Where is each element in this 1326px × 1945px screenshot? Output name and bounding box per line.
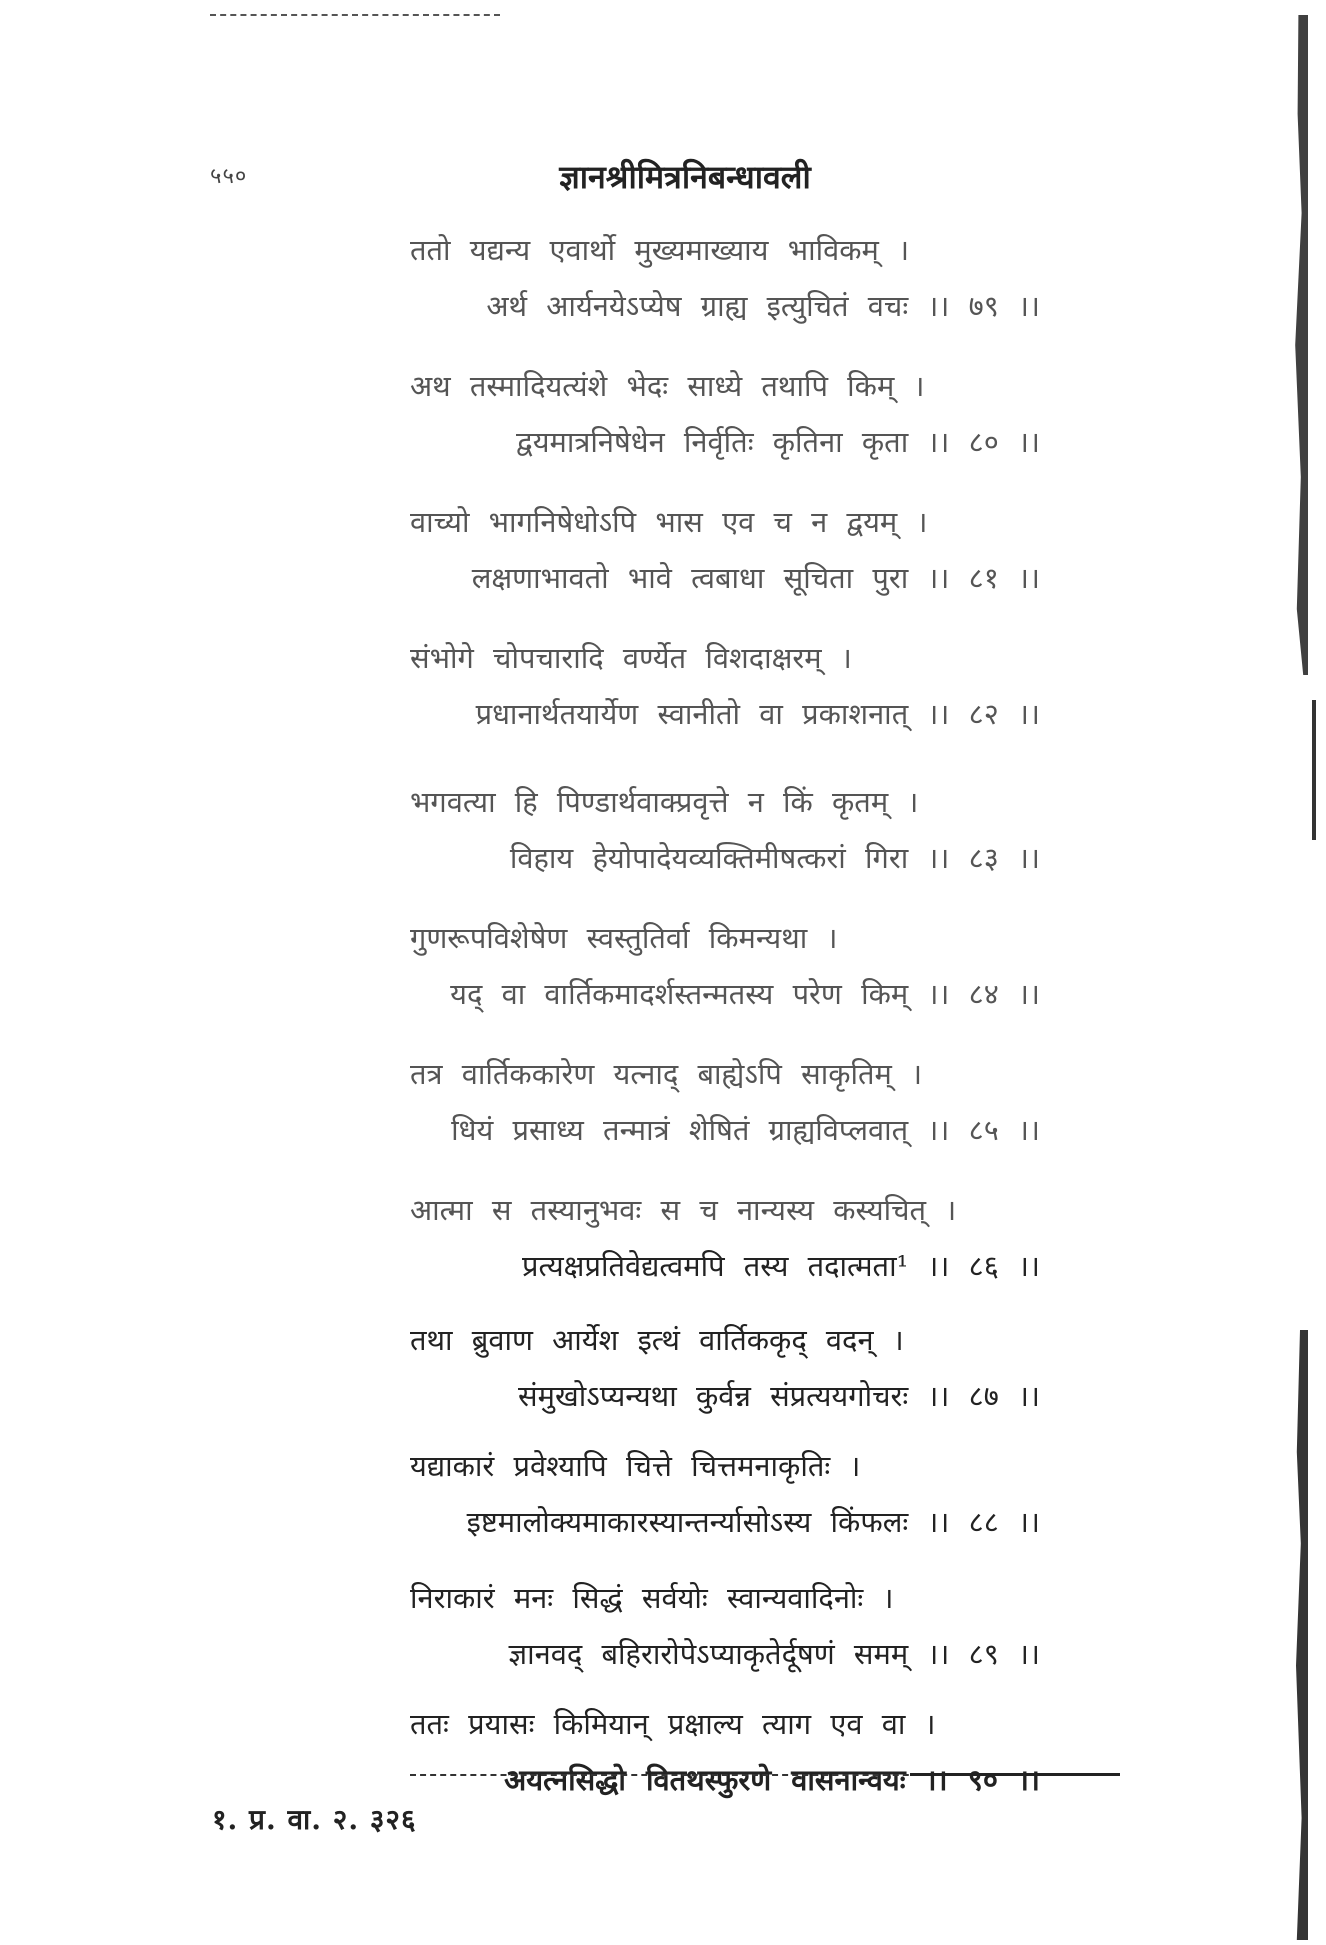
verse-line-second: संमुखोऽप्यन्यथा कुर्वन्न संप्रत्ययगोचरः ।। ८७ ।। — [518, 1379, 1040, 1413]
verse-84 — [410, 910, 1040, 1022]
verse-line-second: विहाय हेयोपादेयव्यक्तिमीषत्करां गिरा ।। ८३ ।। — [509, 841, 1040, 875]
verse-line-second: लक्षणाभावतो भावे त्वबाधा सूचिता पुरा ।। ८१ ।। — [471, 561, 1040, 595]
verse-86 — [410, 1182, 1040, 1294]
verse-block — [410, 222, 1040, 1808]
scan-edge-shadow-bottom — [1292, 1330, 1308, 1940]
top-scan-rule — [210, 14, 500, 16]
verse-line-first: ततो यद्यन्य एवार्थो मुख्यमाख्याय भाविकम् । — [410, 233, 910, 267]
verse-line-first: ततः प्रयासः किमियान् प्रक्षाल्य त्याग एव वा । — [410, 1707, 936, 1741]
scan-edge-shadow-top — [1292, 15, 1308, 675]
verse-line-first: आत्मा स तस्यानुभवः स च नान्यस्य कस्यचित् । — [410, 1193, 957, 1227]
footnote: १. प्र. वा. २. ३२६ — [212, 1803, 417, 1836]
verse-line-second: यद् वा वार्तिकमादर्शस्तन्मतस्य परेण किम् ।। ८४ ।। — [450, 977, 1040, 1011]
verse-81 — [410, 494, 1040, 606]
verse-line-second: द्वयमात्रनिषेधेन निर्वृतिः कृतिना कृता ।। ८० ।। — [516, 425, 1040, 459]
verse-line-first: संभोगे चोपचारादि वर्ण्येत विशदाक्षरम् । — [410, 641, 852, 675]
verse-82 — [410, 630, 1040, 742]
verse-79 — [410, 222, 1040, 334]
scan-edge-line — [1312, 700, 1316, 840]
verse-line-second: ज्ञानवद् बहिरारोपेऽप्याकृतेर्दूषणं समम् ।। ८९ ।। — [508, 1637, 1040, 1671]
verse-line-second: अयत्नसिद्धो वितथस्फुरणे वासनान्वयः ।। ९० ।। — [504, 1763, 1040, 1797]
verse-90 — [410, 1696, 1040, 1808]
verse-line-second: अर्थ आर्यनयेऽप्येष ग्राह्य इत्युचितं वचः ।। ७९ ।। — [486, 289, 1040, 323]
verse-line-first: तत्र वार्तिककारेण यत्नाद् बाह्येऽपि साकृतिम् । — [410, 1057, 923, 1091]
footnote-rule-solid — [910, 1773, 1120, 1776]
verse-line-first: गुणरूपविशेषेण स्वस्तुतिर्वा किमन्यथा । — [410, 921, 838, 955]
verse-line-first: वाच्यो भागनिषेधोऽपि भास एव च न द्वयम् । — [410, 505, 928, 539]
verse-line-second: प्रत्यक्षप्रतिवेद्यत्वमपि तस्य तदात्मता¹ ।। ८६ ।। — [521, 1249, 1040, 1283]
verse-line-second: प्रधानार्थतयार्येण स्वानीतो वा प्रकाशनात् ।। ८२ ।। — [475, 697, 1040, 731]
verse-87 — [410, 1312, 1040, 1424]
running-title: ज्ञानश्रीमित्रनिबन्धावली — [559, 158, 811, 196]
verse-line-first: तथा ब्रुवाण आर्येश इत्थं वार्तिककृद् वदन् । — [410, 1323, 904, 1357]
verse-83 — [410, 774, 1040, 886]
verse-line-first: भगवत्या हि पिण्डार्थवाक्प्रवृत्ते न किं कृतम् । — [410, 785, 919, 819]
verse-line-second: धियं प्रसाध्य तन्मात्रं शेषितं ग्राह्यविप्लवात् ।। ८५ ।। — [451, 1113, 1040, 1147]
verse-89 — [410, 1570, 1040, 1682]
verse-line-first: निराकारं मनः सिद्धं सर्वयोः स्वान्यवादिनोः । — [410, 1581, 894, 1615]
verse-line-second: इष्टमालोक्यमाकारस्यान्तर्न्यासोऽस्य किंफलः ।। ८८ ।। — [466, 1505, 1040, 1539]
verse-line-first: अथ तस्मादियत्यंशे भेदः साध्ये तथापि किम् । — [410, 369, 925, 403]
verse-80 — [410, 358, 1040, 470]
verse-line-first: यद्याकारं प्रवेश्यापि चित्ते चित्तमनाकृतिः । — [410, 1449, 861, 1483]
verse-85 — [410, 1046, 1040, 1158]
page-number: ५५० — [210, 164, 248, 189]
verse-88 — [410, 1438, 1040, 1550]
